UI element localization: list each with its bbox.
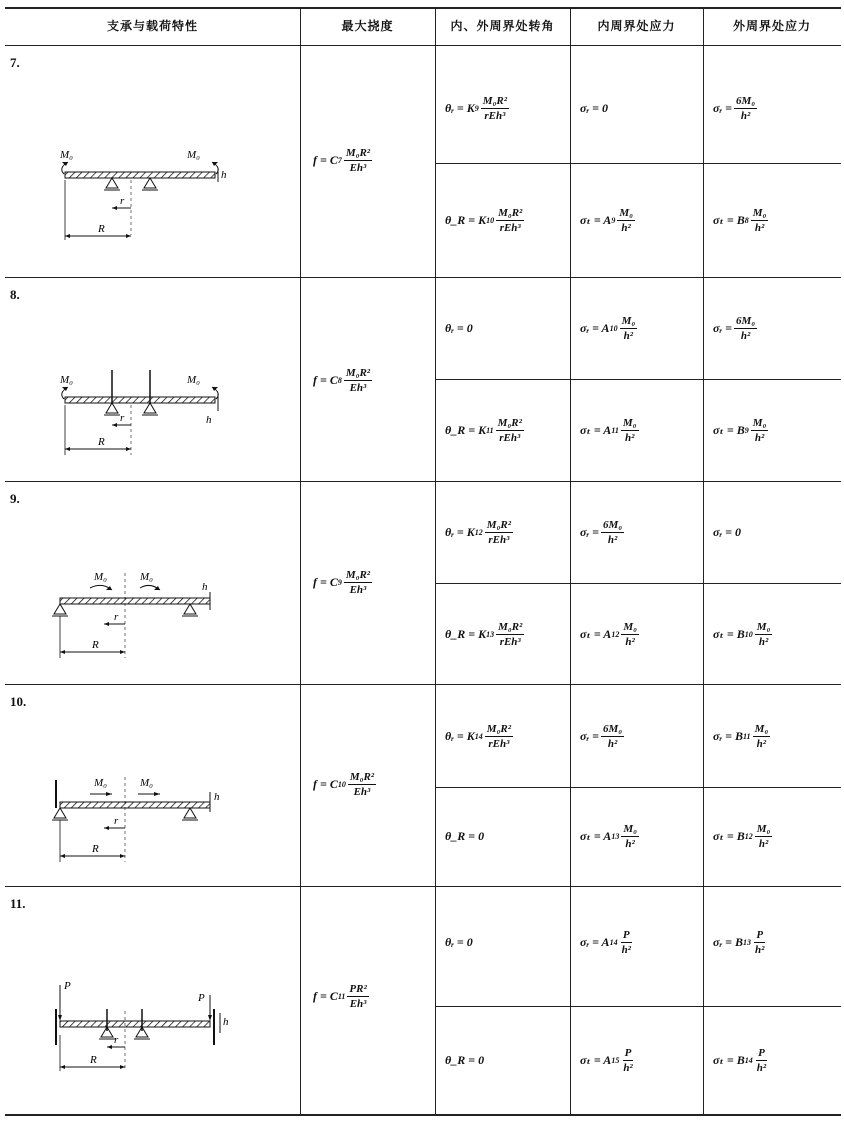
outer-stress-formula: σₜ = B 9 $\frac{\text{M₀}}{\text{h²}}$ [713,416,767,444]
table-bottom-border [5,1114,841,1116]
row-number: 9. [10,491,20,506]
outer-stress-formula: σᵣ = B 13 $\frac{P}{\text{h²}}$ [713,928,765,956]
row-divider [5,277,841,278]
load-label: P [64,980,71,992]
radius-label: R [98,223,105,235]
max-deflection-formula: f = C 8 $\frac{\text{M₀R²}}{\text{Eh³}}$ [313,366,371,394]
inner-stress-formula: σᵣ = 0 [580,100,608,115]
load-label: P [198,992,205,1004]
moment-label: M₀ [94,777,107,789]
inner-stress-formula: σₜ = A 9 $\frac{\text{M₀}}{\text{h²}}$ [580,206,633,234]
inner-stress-formula: σᵣ = $\frac{\text{6M₀}}{\text{h²}}$ [580,518,623,546]
outer-stress-formula: σₜ = B 8 $\frac{\text{M₀}}{\text{h²}}$ [713,206,767,234]
radius-label: R [92,843,99,855]
inner-stress-formula: σᵣ = A 14 $\frac{P}{\text{h²}}$ [580,928,631,956]
thickness-label: h [206,414,212,426]
subrow-divider [435,1006,841,1007]
max-deflection-formula: f = C 10 $\frac{\text{M₀R²}}{\text{Eh³}}$ [313,770,375,798]
thickness-label: h [214,791,220,803]
header-support-load: 支承与载荷特性 [106,18,198,33]
inner-stress-formula: σₜ = A 15 $\frac{P}{\text{h²}}$ [580,1046,633,1074]
rotation-formula: θ_R = K 11 $\frac{\text{M₀R²}}{\text{rEh³}}$ [445,416,522,444]
radius-label: r [120,412,125,424]
subrow-divider [435,583,841,584]
row-number: 10. [10,694,27,709]
row-number: 8. [10,287,20,302]
rotation-formula: θ_R = 0 [445,828,485,843]
column-divider [300,7,301,1115]
table-top-border [5,7,841,9]
rotation-formula: θ_R = 0 [445,1052,485,1067]
row-divider [5,481,841,482]
rotation-formula: θᵣ = 0 [445,320,473,335]
moment-label: M₀ [94,571,107,583]
radius-label: R [92,639,99,651]
moment-label: M₀ [187,374,200,386]
subrow-divider [435,787,841,788]
moment-label: M₀ [60,149,73,161]
outer-stress-formula: σᵣ = B 11 $\frac{\text{M₀}}{\text{h²}}$ [713,722,769,750]
max-deflection-formula: f = C 7 $\frac{\text{M₀R²}}{\text{Eh³}}$ [313,146,371,174]
radius-label: R [90,1054,97,1066]
moment-label: M₀ [60,374,73,386]
header-outer-stress: 外周界处应力 [732,18,811,33]
subrow-divider [435,163,841,164]
moment-label: M₀ [140,777,153,789]
outer-stress-formula: σᵣ = $\frac{\text{6M₀}}{\text{h²}}$ [713,94,756,122]
thickness-label: h [223,1016,229,1028]
column-divider [703,7,704,1115]
row-divider [5,886,841,887]
outer-stress-formula: σᵣ = $\frac{\text{6M₀}}{\text{h²}}$ [713,314,756,342]
inner-stress-formula: σᵣ = $\frac{\text{6M₀}}{\text{h²}}$ [580,722,623,750]
rotation-formula: θᵣ = K 9 $\frac{\text{M₀R²}}{\text{rEh³}}$ [445,94,508,122]
radius-label: r [114,815,119,827]
rotation-formula: θ_R = K 13 $\frac{\text{M₀R²}}{\text{rEh³}}$ [445,620,523,648]
rotation-formula: θᵣ = K 12 $\frac{\text{M₀R²}}{\text{rEh³}}$ [445,518,512,546]
header-max-deflection: 最大挠度 [341,18,394,33]
inner-stress-formula: σₜ = A 11 $\frac{\text{M₀}}{\text{h²}}$ [580,416,637,444]
rotation-formula: θᵣ = K 14 $\frac{\text{M₀R²}}{\text{rEh³}}$ [445,722,512,750]
rotation-formula: θ_R = K 10 $\frac{\text{M₀R²}}{\text{rEh³}}$ [445,206,523,234]
inner-stress-formula: σₜ = A 13 $\frac{\text{M₀}}{\text{h²}}$ [580,822,637,850]
max-deflection-formula: f = C 11 $\frac{\text{PR²}}{\text{Eh³}}$ [313,982,367,1010]
inner-stress-formula: σₜ = A 12 $\frac{\text{M₀}}{\text{h²}}$ [580,620,637,648]
header-divider [5,45,841,46]
outer-stress-formula: σᵣ = 0 [713,524,741,539]
row-divider [5,684,841,685]
rotation-formula: θᵣ = 0 [445,934,473,949]
support-diagram [50,568,230,668]
column-divider [435,7,436,1115]
header-inner-stress: 内周界处应力 [597,18,676,33]
support-diagram [50,975,230,1075]
radius-label: r [114,1034,119,1046]
max-deflection-formula: f = C 9 $\frac{\text{M₀R²}}{\text{Eh³}}$ [313,568,371,596]
thickness-label: h [202,581,208,593]
header-rotation: 内、外周界处转角 [450,18,555,33]
thickness-label: h [221,169,227,181]
row-number: 11. [10,896,26,911]
radius-label: r [114,611,119,623]
inner-stress-formula: σᵣ = A 10 $\frac{\text{M₀}}{\text{h²}}$ [580,314,636,342]
radius-label: R [98,436,105,448]
support-diagram [50,365,230,465]
outer-stress-formula: σₜ = B 10 $\frac{\text{M₀}}{\text{h²}}$ [713,620,771,648]
column-divider [570,7,571,1115]
moment-label: M₀ [140,571,153,583]
radius-label: r [120,195,125,207]
moment-label: M₀ [187,149,200,161]
support-diagram [50,772,230,872]
subrow-divider [435,379,841,380]
row-number: 7. [10,55,20,70]
support-diagram [50,140,230,240]
outer-stress-formula: σₜ = B 12 $\frac{\text{M₀}}{\text{h²}}$ [713,822,771,850]
outer-stress-formula: σₜ = B 14 $\frac{P}{\text{h²}}$ [713,1046,767,1074]
